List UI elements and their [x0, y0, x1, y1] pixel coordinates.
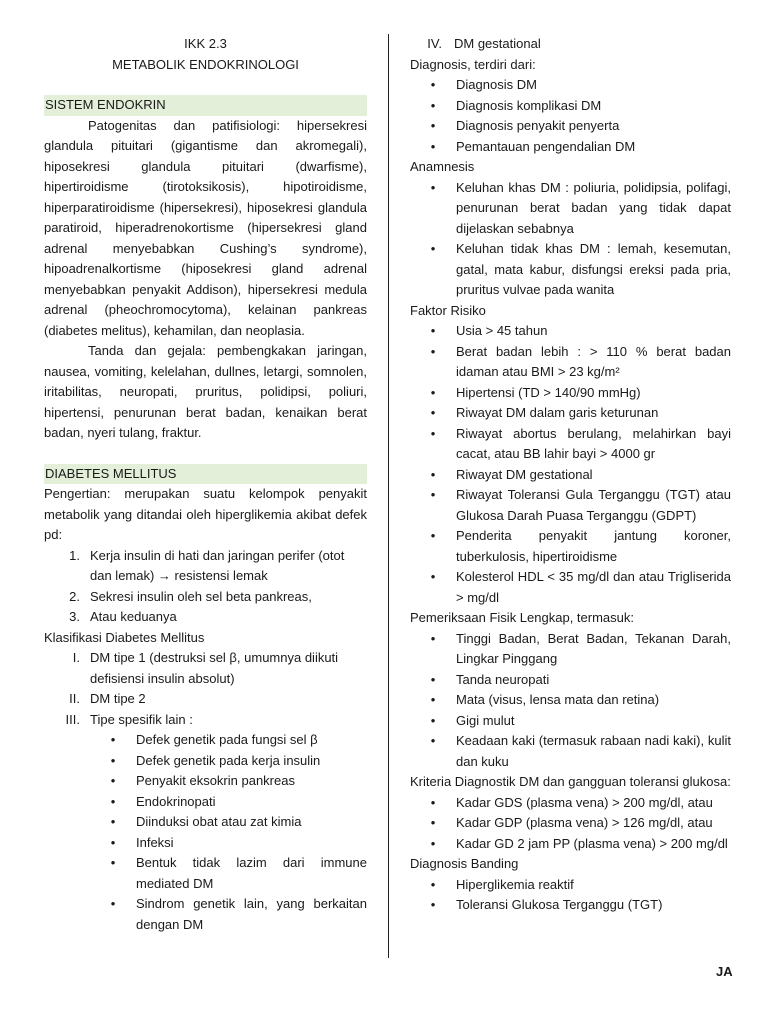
- list-item: • Tinggi Badan, Berat Badan, Tekanan Darah, Lingkar Pinggang: [410, 629, 731, 670]
- bullet-icon: •: [430, 794, 436, 810]
- dm-definition: Pengertian: merupakan suatu kelompok penyakit metabolik yang ditandai oleh hiperglikemia akibat defek pd:: [44, 486, 367, 542]
- type-item: [44, 648, 367, 689]
- bullet-icon: •: [430, 97, 436, 113]
- list-item: • Endokrinopati: [90, 792, 367, 813]
- faktor-risiko-label: Faktor Risiko: [410, 302, 486, 318]
- pemeriksaan-fisik-label: Pemeriksaan Fisik Lengkap, termasuk:: [410, 610, 634, 625]
- bullet-icon: •: [430, 897, 436, 912]
- diagnosis-label: Diagnosis, terdiri dari:: [410, 56, 536, 72]
- list-item: • Penderita penyakit jantung koroner, tuberkulosis, hipertiroidisme: [410, 526, 731, 567]
- type-text: Tipe spesifik lain :: [90, 711, 193, 727]
- left-column: [44, 34, 367, 935]
- diagnosis-banding-label: Diagnosis Banding: [410, 856, 519, 871]
- list-number: 1.: [69, 547, 80, 563]
- list-item: • Kadar GDP (plasma vena) > 126 mg/dl, atau: [410, 813, 731, 834]
- bullet-icon: •: [430, 835, 436, 851]
- bullet-icon: •: [430, 179, 436, 195]
- bullet-icon: •: [430, 77, 436, 92]
- list-item: • Pemantauan pengendalian DM: [410, 137, 731, 158]
- list-text: Atau keduanya: [90, 609, 177, 624]
- bullet-icon: •: [430, 569, 436, 584]
- paragraph-patogenitas: Patogenitas dan patifisiologi: hipersekresi glandula pituitari (gigantisme dan akromegali), hiposekresi glandula pituitari (dwarfisme), hipertiroidisme (tirotoksikosis), hipotiroidisme, hiperparatiroidisme (hipersekresi), hiposekresi glandula paratiroid, hiperadrenokortisme (hipersekresi gland adrenal menyebabkan Cushing’s syndrome), hipoadrenalkortisme (hiposekresi gland adrenal menyebabkan penyakit Addison), hipersekresi medula adrenal (pheochromocytoma), kelainan pankreas (diabetes melitus), kehamilan, dan neoplasia.: [44, 117, 367, 338]
- list-item: • Kadar GD 2 jam PP (plasma vena) > 200 mg/dl: [410, 834, 731, 855]
- list-item: • Diinduksi obat atau zat kimia: [90, 812, 367, 833]
- author-initials: JA: [716, 964, 733, 979]
- cause-item: [44, 546, 367, 587]
- list-item: • Diagnosis komplikasi DM: [410, 96, 731, 117]
- roman-number: IV.: [427, 36, 442, 51]
- bullet-icon: •: [430, 528, 436, 543]
- list-text: Kerja insulin di hati dan jaringan perifer (otot dan lemak) → resistensi lemak: [90, 547, 345, 583]
- bullet-icon: •: [430, 487, 436, 502]
- paragraph-tanda-gejala: Tanda dan gejala: pembengkakan jaringan, nausea, vomiting, kelelahan, dullnes, letargi, somnolen, iritabilitas, neuropati, pruritus, polidipsi, poliuri, hipertensi, penurunan berat badan, kenaikan berat badan, nyeri tulang, fraktur.: [44, 343, 367, 440]
- list-item: • Riwayat DM gestational: [410, 465, 731, 486]
- list-item: • Keadaan kaki (termasuk rabaan nadi kaki), kulit dan kuku: [410, 731, 731, 772]
- bullet-icon: •: [430, 733, 436, 748]
- list-item: • Riwayat Toleransi Gula Terganggu (TGT) atau Glukosa Darah Puasa Terganggu (GDPT): [410, 485, 731, 526]
- klasifikasi-label: Klasifikasi Diabetes Mellitus: [44, 629, 205, 645]
- type-item: [410, 34, 731, 55]
- bullet-icon: •: [110, 814, 116, 829]
- list-item: • Berat badan lebih : > 110 % berat badan idaman atau BMI > 23 kg/m²: [410, 342, 731, 383]
- specific-type-list: [44, 730, 367, 935]
- roman-number: I.: [72, 650, 80, 665]
- list-item: • Diagnosis penyakit penyerta: [410, 116, 731, 137]
- bullet-icon: •: [430, 138, 436, 154]
- bullet-icon: •: [430, 118, 436, 133]
- list-item: • Sindrom genetik lain, yang berkaitan dengan DM: [90, 894, 367, 935]
- bullet-icon: •: [430, 425, 436, 441]
- bullet-icon: •: [110, 793, 116, 809]
- kriteria-label: Kriteria Diagnostik DM dan gangguan toleransi glukosa:: [410, 774, 731, 789]
- list-text: Sekresi insulin oleh sel beta pankreas,: [90, 588, 312, 604]
- bullet-icon: •: [110, 773, 116, 788]
- bullet-icon: •: [110, 896, 116, 911]
- list-item: • Toleransi Glukosa Terganggu (TGT): [410, 895, 731, 916]
- anamnesis-label: Anamnesis: [410, 159, 475, 174]
- column-divider: [388, 34, 389, 958]
- list-item: • Riwayat DM dalam garis keturunan: [410, 403, 731, 424]
- roman-number: III.: [65, 711, 80, 727]
- list-item: • Tanda neuropati: [410, 670, 731, 691]
- list-item: • Keluhan tidak khas DM : lemah, kesemutan, gatal, mata kabur, disfungsi ereksi pada pria, pruritus vulvae pada wanita: [410, 239, 731, 301]
- list-item: • Bentuk tidak lazim dari immune mediated DM: [90, 853, 367, 894]
- bullet-icon: •: [430, 712, 436, 728]
- list-item: • Defek genetik pada kerja insulin: [90, 751, 367, 772]
- list-item: • Diagnosis DM: [410, 75, 731, 96]
- cause-item: [44, 587, 367, 608]
- cause-item: [44, 607, 367, 628]
- bullet-icon: •: [430, 343, 436, 359]
- bullet-icon: •: [430, 241, 436, 256]
- list-item: • Penyakit eksokrin pankreas: [90, 771, 367, 792]
- list-item: • Hiperglikemia reaktif: [410, 875, 731, 896]
- roman-number: II.: [69, 691, 80, 706]
- list-item: • Usia > 45 tahun: [410, 321, 731, 342]
- list-number: 3.: [69, 609, 80, 624]
- doc-code: IKK 2.3: [184, 36, 227, 51]
- type-item: [44, 689, 367, 710]
- bullet-icon: •: [430, 384, 436, 400]
- doc-title: METABOLIK ENDOKRINOLOGI: [112, 56, 299, 72]
- bullet-icon: •: [430, 466, 436, 482]
- bullet-icon: •: [430, 692, 436, 707]
- bullet-icon: •: [430, 671, 436, 687]
- list-item: • Mata (visus, lensa mata dan retina): [410, 690, 731, 711]
- bullet-icon: •: [430, 323, 436, 338]
- bullet-icon: •: [110, 752, 116, 768]
- type-item: [44, 710, 367, 731]
- section-heading-dm: DIABETES MELLITUS: [44, 464, 367, 485]
- type-text: DM tipe 1 (destruksi sel β, umumnya diikuti defisiensi insulin absolut): [90, 650, 339, 686]
- right-column: [410, 34, 731, 916]
- list-item: • Keluhan khas DM : poliuria, polidipsia, polifagi, penurunan berat badan yang tidak dapat dijelaskan sebabnya: [410, 178, 731, 240]
- bullet-icon: •: [430, 815, 436, 830]
- list-item: • Infeksi: [90, 833, 367, 854]
- list-item: • Kadar GDS (plasma vena) > 200 mg/dl, atau: [410, 793, 731, 814]
- list-item: • Riwayat abortus berulang, melahirkan bayi cacat, atau BB lahir bayi > 4000 gr: [410, 424, 731, 465]
- bullet-icon: •: [430, 630, 436, 646]
- type-text: DM tipe 2: [90, 691, 146, 706]
- list-item: • Kolesterol HDL < 35 mg/dl dan atau Trigliserida > mg/dl: [410, 567, 731, 608]
- list-item: • Defek genetik pada fungsi sel β: [90, 730, 367, 751]
- bullet-icon: •: [430, 876, 436, 892]
- bullet-icon: •: [430, 405, 436, 420]
- type-text: DM gestational: [454, 36, 541, 51]
- bullet-icon: •: [110, 855, 116, 870]
- list-item: • Gigi mulut: [410, 711, 731, 732]
- list-number: 2.: [69, 588, 80, 604]
- section-heading-endokrin: SISTEM ENDOKRIN: [44, 95, 367, 116]
- list-item: • Hipertensi (TD > 140/90 mmHg): [410, 383, 731, 404]
- bullet-icon: •: [110, 732, 116, 747]
- bullet-icon: •: [110, 834, 116, 850]
